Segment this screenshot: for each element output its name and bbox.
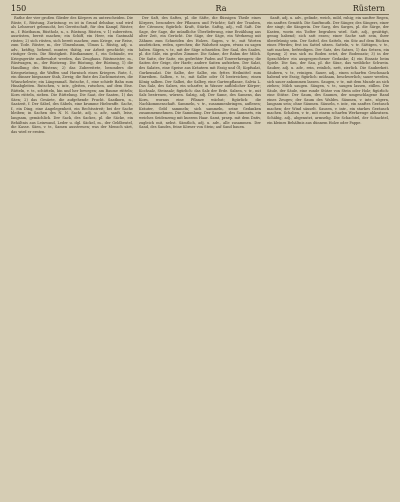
column-middle-text: Der Saft, des Saftes, pl. die Säfte, die flüssigen Theile eines Körpers, besonders der Pflanzen und Früchte; Saft der Trauben, der Citronen; figürlich: Kraft, Stärke. Saftig, adj., voll Saft. Die Sage, der Sage, die mündliche Überlieferung, eine Erzählung aus alter Zeit, ein Gerücht. Die Säge, der Säge, ein Werkzeug mit Zähnen zum Schneiden des Holzes. Sagen, v. tr., mit Worten ausdrücken, reden, sprechen; die Wahrheit sagen, etwas zu sagen haben. Sägen, v. tr., mit der Säge schneiden. Der Saal, des Saales, pl. die Säle, ein großes Zimmer. Die Sahne, der Rahm der Milch. Die Saite, der Saite, ein gedrehter Faden auf Tonwerkzeugen; die Saiten der Geige, der Harfe; andere Saiten aufziehen. Der Salat, des Salates, eine Speise aus Kräutern mit Essig und Öl; Kopfsalat, Gurkensalat. Die Salbe, der Salbe, ein fettes Heilmittel zum Einreiben. Salben, v. tr., mit Salbe oder Öl bestreichen; einen König salben. Der Salbei, die Salbey, eine Gartenpflanze, Salvia L. Das Salz, des Salzes, ein scharfer, in Wasser auflöslicher Körper; Kochsalz, Steinsalz; figürlich: das Salz der Erde. Salzen, v. tr., mit Salz bestreuen, würzen. Salzig, adj. Der Same, des Samens, das Korn, woraus eine Pflanze wächst; figürlich: die Nachkommenschaft. Sammeln, v. tr., zusammenbringen, auflesen; Kräuter, Geld sammeln; sich sammeln, seine Gedanken zusammennehmen. Die Sammlung. Der Sammet, des Sammets, ein weiches Seidenzeug mit kurzem Haar. Samt, praep. mit dem Dativ, zugleich mit, nebst. Sämtlich, adj. u. adv., alle zusammen. Der Sand, des Sandes, feine Körner von Stein; auf Sand bauen. — [139, 16, 261, 130]
text-columns — [11, 16, 389, 498]
column-left-text: Rathe der vier großen Glieder des Körpers zu unterscheiden. Die Rüste, f., Rüstung, Zurüstung: es ist in Grund dehnbar, und wird als Lehnwort gebraucht, bei Gereitschaft, für den Kampf, Rüster, m., f. Rüstbaum, Rüstholz, n., s. Rüstung. Rüsten, v. 1) zubereiten, ausrüsten, bereit machen; ein Schiff, ein Heer, ein Gastmahl rüsten; 2) sich rüsten, sich bereit machen; zum Kriege, zur Reise, zum Tode. Rüster, m., der Ulmenbaum, Ulmus L. Rüstig, adj. u. adv., kräftig, behend, munter, thätig, zur Arbeit geschickt; ein rüstiger Greis. Die Rüstigkeit. Rüstkammer, f., ein Gebäude, wo Kriegsgeräte aufbewahrt werden, das Zeughaus. Rüstmeister, m., Rüstwagen, m., der Rüstzeug. Die Rüstung, der Rüstung, 1) die Handlung des Rüstens; 2) das Zubereitete, besonders die Kriegsrüstung, die Waffen und Harnisch eines Kriegers. Rute, f., ein dünner biegsamer Stab, Zweig; die Rute des Zuchtmeisters, die Wünschelrute; ein Längenmaß. Rutsche, f., eine schiefe Bahn zum Hinabgleiten. Rutschen, v. intr., gleiten, rutschen, auf dem Eise. Rütteln, v. tr., schütteln, hin und her bewegen; am Baume rütteln; Korn rütteln, sieben. Die Rüttelung. Die Saat, der Saaten, 1) das Säen; 2) das Gesäete, die aufgehende Frucht. Saatkorn, n., Saatzeit, f. Der Säbel, des Säbels, eine krumme Hiebwaffe. Sache, f., ein Ding, eine Angelegenheit, ein Rechtsstreit; bei der Sache bleiben; in Sachen des N. N. Sacht, adj. u. adv., sanft, leise, langsam, gemächlich. Der Sack, des Sackes, pl. die Säcke, ein Behältnis aus Leinwand, Leder u. dgl. Säckel, m., der Geldbeutel, die Kasse. Säen, v. tr., Samen ausstreuen; was der Mensch säet, das wird er ernten. — [11, 16, 133, 134]
text-column-middle — [139, 16, 261, 498]
headword-right: Rüstern — [352, 4, 385, 13]
page-number: 150 — [11, 4, 27, 13]
headword-center: Ra — [215, 4, 227, 13]
column-right-text: Sanft, adj. u. adv., gelinde, weich, mild, ruhig; ein sanfter Regen, ein sanftes Gemüth. Die Sanftmuth. Der Sänger, des Sängers, einer der singt; die Sängerin. Der Sarg, des Sarges, pl. die Särge, der Kasten, worin ein Todter begraben wird. Satt, adj., gesättigt, genug habend; sich satt essen; einer Sache satt sein, ihrer überdrüssig sein. Der Sattel, des Sattels, ein Sitz auf dem Rücken eines Pferdes; fest im Sattel sitzen. Satteln, v. tr. Sättigen, v. tr., satt machen, befriedigen. Der Satz, des Satzes, 1) das Setzen, ein Sprung; 2) was sich zu Boden setzt, der Bodensatz; 3) in der Sprachlehre ein ausgesprochener Gedanke; 4) ein Einsatz beim Spiele. Die Sau, der Sau, pl. die Säue, das weibliche Schwein. Sauber, adj. u. adv., rein, reinlich, nett, zierlich. Die Sauberkeit. Säubern, v. tr., reinigen. Sauer, adj., einen scharfen Geschmack habend wie Essig; figürlich: mühsam, beschwerlich; sauer werden, sich sauer ankommen lassen. Saugen, v. tr., mit dem Munde an sich ziehen; Milch saugen. Säugen, v. tr., saugen lassen, stillen. Die Säule, der Säule, eine runde Stütze von Stein oder Holz; figürlich: eine Stütze. Der Saum, des Saumes, der umgeschlagene Rand eines Zeuges; der Saum des Waldes. Säumen, v. intr., zögern, langsam sein; ohne Säumen. Säuseln, v. intr., ein sanftes Geräusch machen; der Wind säuselt. Sausen, v. intr., ein starkes Geräusch machen. Schaben, v. tr., mit einem scharfen Werkzeuge abkratzen. Schäbig, adj., abgenutzt, armselig. Die Schachtel, der Schachtel, ein kleines Behältnis aus dünnem Holze oder Pappe. — [267, 16, 389, 125]
text-column-left — [11, 16, 133, 498]
header-rule — [11, 14, 389, 15]
text-column-right — [267, 16, 389, 498]
